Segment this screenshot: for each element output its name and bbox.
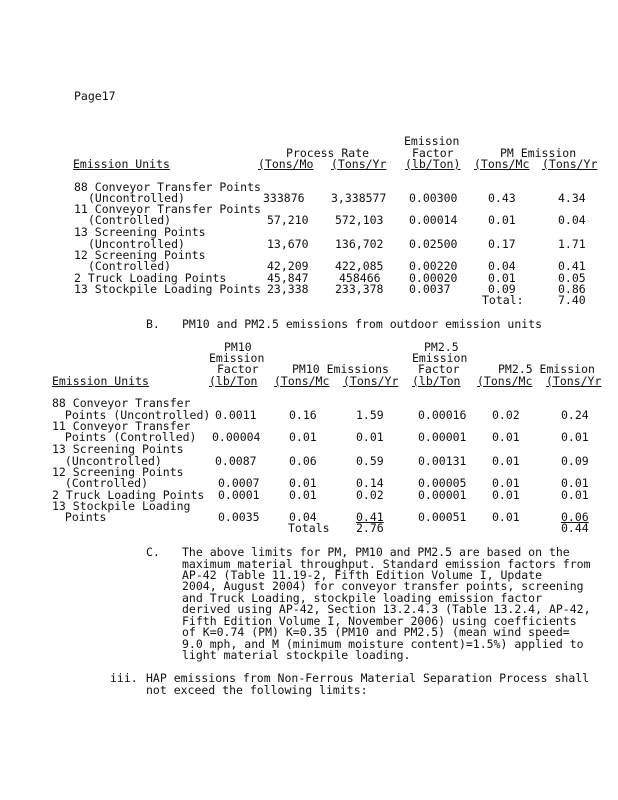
- cell-rate-mo: 23,338: [267, 282, 309, 296]
- cell-f10: 0.0001: [218, 488, 260, 502]
- cell-f25: 0.00005: [418, 476, 467, 490]
- header-pm-emission: PM Emission: [500, 146, 577, 160]
- header-pm-tons-yr: (Tons/Yr: [542, 157, 598, 171]
- row-label: 13 Screening Points: [74, 225, 206, 239]
- cell-m10: 0.06: [289, 454, 317, 468]
- cell-rate-yr: 458466: [339, 271, 381, 285]
- paragraph-line: light material stockpile loading.: [182, 648, 411, 662]
- cell-pm-yr: 0.05: [558, 271, 586, 285]
- header-factor: Factor: [412, 146, 454, 160]
- header-pm-tons-mo: (Tons/Mc: [474, 157, 530, 171]
- totals-label: Totals: [288, 521, 330, 535]
- cell-f10: 0.0087: [215, 454, 257, 468]
- total-label: Total:: [482, 293, 524, 307]
- row-label-2: Points: [58, 510, 107, 524]
- row-label-2: (Uncontrolled): [58, 454, 162, 468]
- paragraph-line: 2004, August 2004) for conveyor transfer points, screening: [182, 579, 584, 593]
- cell-factor: 0.00020: [409, 271, 458, 285]
- cell-y25: 0.01: [561, 476, 589, 490]
- row-label: 88 Conveyor Transfer: [52, 396, 191, 410]
- cell-y10: 0.41: [356, 510, 384, 524]
- row-label-2: (Uncontrolled): [88, 237, 185, 251]
- total-pm10: 2.76: [356, 521, 384, 535]
- page-label: Page17: [74, 89, 116, 103]
- section-c-letter: C.: [146, 545, 160, 559]
- cell-y25: 0.01: [561, 488, 589, 502]
- cell-factor: 0.00014: [409, 213, 458, 227]
- paragraph-line: maximum material throughput. Standard emission factors from: [182, 557, 591, 571]
- header-lb-ton-10: (lb/Ton: [209, 374, 258, 388]
- cell-m10: 0.04: [289, 510, 317, 524]
- cell-m25: 0.02: [492, 408, 520, 422]
- total-value: 7.40: [558, 293, 586, 307]
- cell-m10: 0.16: [289, 408, 317, 422]
- cell-pm-mo: 0.04: [488, 259, 516, 273]
- cell-m10: 0.01: [289, 488, 317, 502]
- row-label: 2 Truck Loading Points: [52, 488, 205, 502]
- cell-m10: 0.01: [289, 476, 317, 490]
- cell-f25: 0.00051: [418, 510, 467, 524]
- cell-f10: 0.0007: [218, 476, 260, 490]
- cell-rate-yr: 422,085: [335, 259, 384, 273]
- cell-rate-mo: 42,209: [267, 259, 309, 273]
- cell-pm-yr: 1.71: [558, 237, 586, 251]
- header-tons-mo-25: (Tons/Mc: [477, 374, 533, 388]
- cell-pm-yr: 4.34: [558, 191, 586, 205]
- cell-pm-mo: 0.01: [488, 271, 516, 285]
- paragraph-line: of K=0.74 (PM) K=0.35 (PM10 and PM2.5) (mean wind speed=: [182, 625, 570, 639]
- header-tons-yr-25: (Tons/Yr: [546, 374, 602, 388]
- cell-pm-mo: 0.01: [488, 213, 516, 227]
- cell-f10: 0.0035: [218, 510, 260, 524]
- cell-y25: 0.09: [561, 454, 589, 468]
- cell-rate-yr: 233,378: [335, 282, 384, 296]
- cell-rate-mo: 333876: [263, 191, 305, 205]
- cell-pm-mo: 0.09: [488, 282, 516, 296]
- header-pm25: PM2.5: [424, 340, 459, 354]
- row-label-2: (Controlled): [88, 259, 172, 273]
- cell-pm-mo: 0.17: [488, 237, 516, 251]
- cell-y10: 1.59: [356, 408, 384, 422]
- cell-rate-yr: 572,103: [335, 213, 384, 227]
- cell-pm-yr: 0.41: [558, 259, 586, 273]
- header-emission-units: Emission Units: [73, 157, 170, 171]
- cell-y25: 0.24: [561, 408, 589, 422]
- row-label: 13 Screening Points: [52, 442, 184, 456]
- header-factor-10: Factor: [217, 362, 259, 376]
- paragraph-line: 9.0 mph, and M (minimum moisture content)=1.5%) applied to: [182, 637, 584, 651]
- header-emission: Emission: [404, 134, 460, 148]
- cell-rate-yr: 3,338577: [331, 191, 387, 205]
- cell-y10: 0.01: [356, 430, 384, 444]
- section-iii-label: iii.: [110, 671, 138, 685]
- cell-rate-mo: 57,210: [267, 213, 309, 227]
- row-label-2: (Controlled): [88, 213, 172, 227]
- cell-m25: 0.01: [492, 430, 520, 444]
- header-factor-25: Factor: [418, 362, 460, 376]
- cell-rate-yr: 136,702: [335, 237, 384, 251]
- cell-f25: 0.00131: [418, 454, 467, 468]
- cell-y10: 0.59: [356, 454, 384, 468]
- paragraph-line: HAP emissions from Non-Ferrous Material Separation Process shall: [146, 671, 590, 685]
- cell-y25: 0.01: [561, 430, 589, 444]
- row-label: 88 Conveyor Transfer Points: [74, 180, 261, 194]
- header-lb-ton: (lb/Ton): [405, 157, 461, 171]
- header-emission-25: Emission: [412, 351, 468, 365]
- row-label: 13 Stockpile Loading: [52, 499, 191, 513]
- cell-m25: 0.01: [492, 454, 520, 468]
- cell-m25: 0.01: [492, 488, 520, 502]
- cell-pm-yr: 0.04: [558, 213, 586, 227]
- header-tons-yr-10: (Tons/Yr: [343, 374, 399, 388]
- cell-f10: 0.0011: [215, 408, 257, 422]
- cell-pm-mo: 0.43: [488, 191, 516, 205]
- paragraph-line: not exceed the following limits:: [146, 683, 368, 697]
- section-b-letter: B.: [146, 317, 160, 331]
- header-emission-units: Emission Units: [52, 374, 149, 388]
- cell-y25: 0.06: [561, 510, 589, 524]
- cell-rate-mo: 13,670: [267, 237, 309, 251]
- row-label-2: (Controlled): [58, 476, 149, 490]
- cell-f25: 0.00001: [418, 430, 467, 444]
- row-label-2: Points (Uncontrolled): [58, 408, 211, 422]
- row-label: 12 Screening Points: [52, 465, 184, 479]
- cell-pm-yr: 0.86: [558, 282, 586, 296]
- section-b-text: PM10 and PM2.5 emissions from outdoor emission units: [182, 317, 543, 331]
- row-label-2: Points (Controlled): [58, 430, 197, 444]
- cell-factor: 0.0037: [409, 282, 451, 296]
- header-pm10-emissions: PM10 Emissions: [292, 362, 389, 376]
- cell-f10: 0.00004: [212, 430, 261, 444]
- cell-rate-mo: 45,847: [267, 271, 309, 285]
- row-label: 11 Conveyor Transfer: [52, 419, 191, 433]
- cell-y10: 0.02: [356, 488, 384, 502]
- cell-m25: 0.01: [492, 510, 520, 524]
- cell-m10: 0.01: [289, 430, 317, 444]
- cell-factor: 0.02500: [409, 237, 458, 251]
- header-tons-yr: (Tons/Yr: [331, 157, 387, 171]
- cell-factor: 0.00300: [409, 191, 458, 205]
- row-label-2: (Uncontrolled): [88, 191, 185, 205]
- header-tons-mo-10: (Tons/Mc: [274, 374, 330, 388]
- header-process-rate: Process Rate: [286, 146, 370, 160]
- row-label: 12 Screening Points: [74, 248, 206, 262]
- paragraph-line: The above limits for PM, PM10 and PM2.5 are based on the: [182, 545, 570, 559]
- header-lb-ton-25: (lb/Ton: [412, 374, 461, 388]
- row-label: 2 Truck Loading Points: [74, 271, 227, 285]
- paragraph-line: Fifth Edition Volume I, November 2006) using coefficients: [182, 614, 577, 628]
- cell-y10: 0.14: [356, 476, 384, 490]
- row-label: 11 Conveyor Transfer Points: [74, 202, 261, 216]
- header-emission-10: Emission: [209, 351, 265, 365]
- paragraph-line: derived using AP-42, Section 13.2.4.3 (Table 13.2.4, AP-42,: [182, 602, 591, 616]
- header-tons-mo: (Tons/Mo: [258, 157, 314, 171]
- cell-factor: 0.00220: [409, 259, 458, 273]
- paragraph-line: AP-42 (Table 11.19-2, Fifth Edition Volume I, Update: [182, 568, 543, 582]
- header-pm10: PM10: [224, 340, 252, 354]
- header-pm25-emission: PM2.5 Emission: [498, 362, 595, 376]
- total-pm25: 0.44: [561, 521, 589, 535]
- cell-m25: 0.01: [492, 476, 520, 490]
- cell-f25: 0.00001: [418, 488, 467, 502]
- cell-f25: 0.00016: [418, 408, 467, 422]
- row-label: 13 Stockpile Loading Points: [74, 282, 261, 296]
- paragraph-line: and Truck Loading, stockpile loading emission factor: [182, 591, 543, 605]
